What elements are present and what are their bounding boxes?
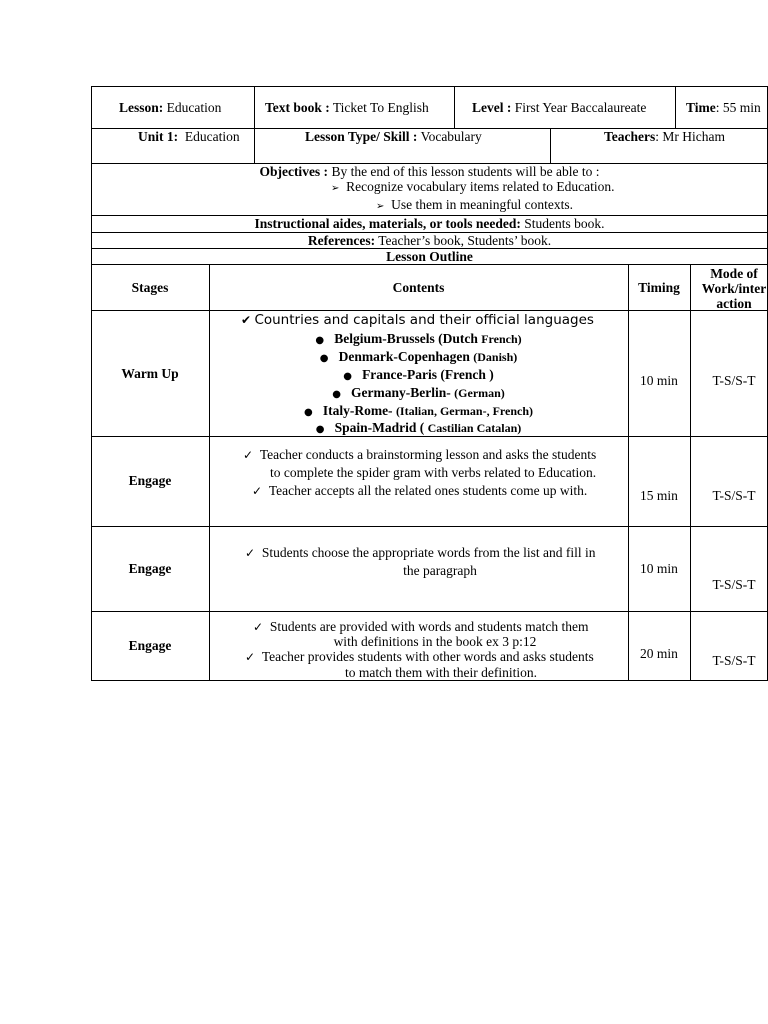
- lesson-outline-title: Lesson Outline: [386, 249, 473, 264]
- content-line: [245, 546, 596, 560]
- content-line: with definitions in the book ex 3 p:12: [333, 634, 537, 649]
- content-line: the paragraph: [403, 563, 477, 578]
- timing-value: 10 min: [640, 561, 678, 576]
- col-header-stages: Stages: [131, 280, 169, 295]
- textbook-label: Text book :: [265, 100, 330, 115]
- lesson-value: Education: [166, 100, 222, 115]
- bullet-icon: ●: [343, 371, 352, 382]
- lesson-type-value: Vocabulary: [420, 129, 482, 144]
- country-main: Italy-Rome-: [322, 403, 393, 418]
- references-value: Teacher’s book, Students’ book.: [378, 233, 552, 248]
- textbook-value: Ticket To English: [332, 100, 429, 115]
- lesson-cell: [119, 101, 221, 115]
- mode-value: T-S/S-T: [712, 488, 756, 503]
- time-value: : 55 min: [715, 101, 761, 115]
- lesson-label: Lesson:: [119, 100, 164, 115]
- country-lang: Castilian Catalan): [427, 421, 522, 435]
- stage-label: Engage: [128, 561, 172, 576]
- country-lang: (Italian, German-, French): [395, 404, 534, 418]
- timing-value: 20 min: [640, 646, 678, 661]
- stage-label: Engage: [128, 473, 172, 488]
- country-lang: French): [481, 332, 522, 346]
- teachers-value: : Mr Hicham: [655, 129, 725, 144]
- content-line: [253, 620, 589, 634]
- warmup-heading: [241, 313, 594, 328]
- bullet-icon: ●: [319, 353, 329, 364]
- bullet-icon: ●: [315, 424, 325, 435]
- mode-header-line: Work/inter: [701, 281, 767, 296]
- content-line: to match them with their definition.: [345, 665, 537, 680]
- content-text: Teacher provides students with other words and asks students: [261, 649, 594, 664]
- check-icon: ✓: [243, 448, 254, 462]
- stage-label: Engage: [128, 638, 172, 653]
- level-cell: [472, 101, 646, 115]
- time-label: Time: [686, 101, 716, 115]
- country-main: Belgium-Brussels (Dutch: [334, 331, 478, 346]
- objectives-line: [91, 165, 768, 179]
- country-item: [209, 332, 628, 346]
- mode-value: T-S/S-T: [712, 577, 756, 592]
- bullet-icon: ●: [303, 407, 313, 418]
- country-item: [209, 404, 628, 418]
- objective-text: Use them in meaningful contexts.: [391, 197, 573, 212]
- col-header-contents: Contents: [392, 280, 445, 295]
- textbook-cell: [265, 101, 429, 115]
- lesson-type-cell: [305, 130, 482, 144]
- content-line: [245, 650, 594, 664]
- bullet-icon: ●: [315, 335, 325, 346]
- check-icon: ✓: [252, 484, 263, 498]
- lesson-type-label: Lesson Type/ Skill :: [305, 129, 418, 144]
- mode-header-line: action: [716, 296, 752, 311]
- content-line: [243, 448, 596, 462]
- teachers-cell: [604, 130, 725, 144]
- col-header-timing: Timing: [638, 280, 680, 295]
- country-item: [209, 350, 628, 364]
- arrow-bullet-icon: ➢: [331, 183, 340, 194]
- objectives-intro: By the end of this lesson students will be able to :: [331, 164, 600, 179]
- mode-value: T-S/S-T: [712, 373, 756, 388]
- stage-label: Warm Up: [121, 366, 179, 381]
- level-value: First Year Baccalaureate: [514, 100, 647, 115]
- country-main: Denmark-Copenhagen: [338, 349, 470, 364]
- objectives-label: Objectives :: [259, 164, 329, 179]
- content-text: Teacher accepts all the related ones students come up with.: [268, 483, 588, 498]
- content-text: Students choose the appropriate words from the list and fill in: [261, 545, 596, 560]
- mode-header-line: Mode of: [710, 266, 758, 281]
- materials-line: [91, 217, 768, 231]
- country-main: France-Paris (French ): [362, 367, 494, 382]
- objective-text: Recognize vocabulary items related to Education.: [346, 179, 615, 194]
- country-item: [209, 368, 628, 382]
- country-lang: (German): [454, 386, 505, 400]
- content-text: Students are provided with words and students match them: [269, 619, 589, 634]
- country-lang: (Danish): [473, 350, 518, 364]
- bullet-icon: ●: [332, 389, 341, 400]
- references-label: References:: [307, 233, 376, 248]
- materials-value: Students book.: [524, 216, 605, 231]
- check-icon: ✓: [253, 620, 264, 634]
- time-cell: [686, 101, 767, 115]
- country-main: Spain-Madrid (: [334, 420, 425, 435]
- check-icon: ✔: [241, 313, 252, 327]
- timing-value: 10 min: [640, 373, 678, 388]
- content-line: to complete the spider gram with verbs related to Education.: [270, 465, 597, 480]
- unit-value: Education: [184, 129, 240, 144]
- unit-label: Unit 1:: [138, 129, 179, 144]
- content-line: [252, 484, 587, 498]
- check-icon: ✓: [245, 546, 256, 560]
- unit-cell: [138, 130, 240, 144]
- country-item: [209, 421, 628, 435]
- content-text: Teacher conducts a brainstorming lesson and asks the students: [259, 447, 597, 462]
- check-icon: ✓: [245, 650, 256, 664]
- references-line: [91, 234, 768, 248]
- country-item: [209, 386, 628, 400]
- arrow-bullet-icon: ➢: [376, 201, 385, 212]
- col-header-mode: [690, 266, 768, 311]
- level-label: Level :: [472, 100, 512, 115]
- country-main: Germany-Berlin-: [351, 385, 451, 400]
- objective-item: [331, 180, 615, 194]
- teachers-label: Teachers: [604, 129, 656, 144]
- materials-label: Instructional aides, materials, or tools needed:: [254, 216, 521, 231]
- warmup-heading-text: Countries and capitals and their official languages: [254, 312, 594, 328]
- objective-item: [376, 198, 573, 212]
- mode-value: T-S/S-T: [712, 653, 756, 668]
- timing-value: 15 min: [640, 488, 678, 503]
